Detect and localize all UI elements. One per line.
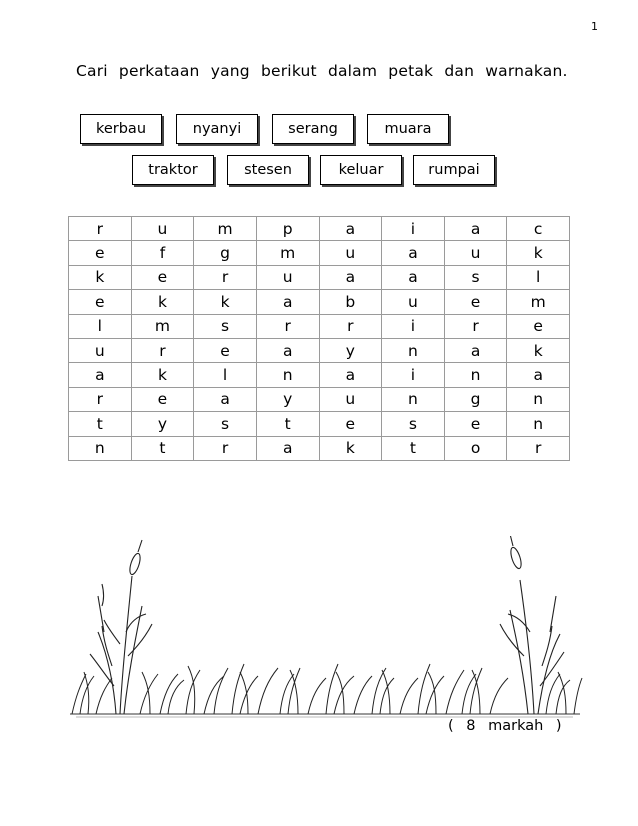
- grid-cell[interactable]: k: [131, 363, 194, 387]
- word-box-stesen: stesen: [227, 155, 309, 185]
- grid-cell[interactable]: n: [69, 436, 132, 460]
- grid-cell[interactable]: k: [131, 290, 194, 314]
- grid-cell[interactable]: e: [444, 412, 507, 436]
- grid-row: [69, 338, 570, 362]
- grid-cell[interactable]: c: [507, 217, 570, 241]
- grid-cell[interactable]: t: [69, 412, 132, 436]
- grid-cell[interactable]: r: [69, 217, 132, 241]
- grid-cell[interactable]: r: [69, 387, 132, 411]
- grid-cell[interactable]: l: [507, 265, 570, 289]
- grid-cell[interactable]: n: [507, 387, 570, 411]
- word-box-keluar: keluar: [320, 155, 402, 185]
- grid-cell[interactable]: a: [256, 338, 319, 362]
- word-box-traktor: traktor: [132, 155, 214, 185]
- grid-row: [69, 241, 570, 265]
- grid-cell[interactable]: o: [444, 436, 507, 460]
- grid-cell[interactable]: a: [319, 217, 382, 241]
- grid-cell[interactable]: n: [444, 363, 507, 387]
- grid-cell[interactable]: e: [69, 290, 132, 314]
- grid-cell[interactable]: a: [444, 338, 507, 362]
- grid-cell[interactable]: r: [507, 436, 570, 460]
- grid-cell[interactable]: n: [256, 363, 319, 387]
- grid-cell[interactable]: e: [444, 290, 507, 314]
- grid-cell[interactable]: p: [256, 217, 319, 241]
- grid-cell[interactable]: r: [131, 338, 194, 362]
- grid-row: [69, 363, 570, 387]
- grid-cell[interactable]: e: [131, 387, 194, 411]
- grid-cell[interactable]: s: [194, 412, 257, 436]
- grid-cell[interactable]: f: [131, 241, 194, 265]
- grid-cell[interactable]: u: [319, 241, 382, 265]
- grid-cell[interactable]: k: [194, 290, 257, 314]
- grid-cell[interactable]: a: [69, 363, 132, 387]
- grid-cell[interactable]: r: [194, 265, 257, 289]
- grid-cell[interactable]: u: [319, 387, 382, 411]
- word-search-grid: [68, 216, 570, 461]
- grid-cell[interactable]: u: [382, 290, 445, 314]
- grid-cell[interactable]: e: [507, 314, 570, 338]
- grid-cell[interactable]: k: [69, 265, 132, 289]
- grid-cell[interactable]: u: [256, 265, 319, 289]
- grid-cell[interactable]: n: [507, 412, 570, 436]
- grid-cell[interactable]: a: [319, 265, 382, 289]
- grid-row: [69, 387, 570, 411]
- grid-cell[interactable]: u: [69, 338, 132, 362]
- grid-cell[interactable]: i: [382, 217, 445, 241]
- grid-cell[interactable]: u: [131, 217, 194, 241]
- grid-cell[interactable]: m: [131, 314, 194, 338]
- marks-label: ( 8 markah ): [448, 718, 562, 734]
- grid-cell[interactable]: t: [131, 436, 194, 460]
- grid-cell[interactable]: m: [194, 217, 257, 241]
- word-box-rumpai: rumpai: [413, 155, 495, 185]
- grid-cell[interactable]: y: [319, 338, 382, 362]
- grid-cell[interactable]: t: [256, 412, 319, 436]
- word-box-nyanyi: nyanyi: [176, 114, 258, 144]
- grid-cell[interactable]: r: [319, 314, 382, 338]
- grid-cell[interactable]: i: [382, 314, 445, 338]
- grid-cell[interactable]: s: [382, 412, 445, 436]
- grid-cell[interactable]: m: [256, 241, 319, 265]
- grid-cell[interactable]: l: [69, 314, 132, 338]
- page-number: 1: [591, 20, 598, 33]
- grid-cell[interactable]: e: [194, 338, 257, 362]
- grid-cell[interactable]: y: [256, 387, 319, 411]
- word-box-kerbau: kerbau: [80, 114, 162, 144]
- grid-cell[interactable]: n: [382, 338, 445, 362]
- grid-cell[interactable]: r: [194, 436, 257, 460]
- grid-cell[interactable]: y: [131, 412, 194, 436]
- grid-cell[interactable]: u: [444, 241, 507, 265]
- grid-cell[interactable]: t: [382, 436, 445, 460]
- grid-cell[interactable]: a: [194, 387, 257, 411]
- word-box-muara: muara: [367, 114, 449, 144]
- grid-cell[interactable]: a: [319, 363, 382, 387]
- grid-cell[interactable]: a: [382, 241, 445, 265]
- grid-cell[interactable]: n: [382, 387, 445, 411]
- grid-cell[interactable]: g: [194, 241, 257, 265]
- grid-cell[interactable]: k: [319, 436, 382, 460]
- grid-cell[interactable]: s: [444, 265, 507, 289]
- word-box-serang: serang: [272, 114, 354, 144]
- grid-row: [69, 265, 570, 289]
- grid-cell[interactable]: e: [319, 412, 382, 436]
- grid-cell[interactable]: m: [507, 290, 570, 314]
- grid-row: [69, 290, 570, 314]
- grid-row: [69, 314, 570, 338]
- grid-cell[interactable]: i: [382, 363, 445, 387]
- grid-cell[interactable]: e: [69, 241, 132, 265]
- grid-cell[interactable]: a: [256, 436, 319, 460]
- grid-row: [69, 217, 570, 241]
- grid-cell[interactable]: a: [507, 363, 570, 387]
- grid-cell[interactable]: k: [507, 241, 570, 265]
- grid-cell[interactable]: b: [319, 290, 382, 314]
- grid-cell[interactable]: r: [256, 314, 319, 338]
- grass-illustration: [68, 536, 586, 722]
- instruction-text: Cari perkataan yang berikut dalam petak dan warnakan.: [76, 62, 568, 80]
- grid-cell[interactable]: l: [194, 363, 257, 387]
- grid-cell[interactable]: e: [131, 265, 194, 289]
- grid-cell[interactable]: a: [382, 265, 445, 289]
- grid-row: [69, 412, 570, 436]
- grid-cell[interactable]: a: [256, 290, 319, 314]
- grid-cell[interactable]: r: [444, 314, 507, 338]
- grid-cell[interactable]: s: [194, 314, 257, 338]
- grid-cell[interactable]: g: [444, 387, 507, 411]
- grid-cell[interactable]: a: [444, 217, 507, 241]
- grid-cell[interactable]: k: [507, 338, 570, 362]
- grid-row: [69, 436, 570, 460]
